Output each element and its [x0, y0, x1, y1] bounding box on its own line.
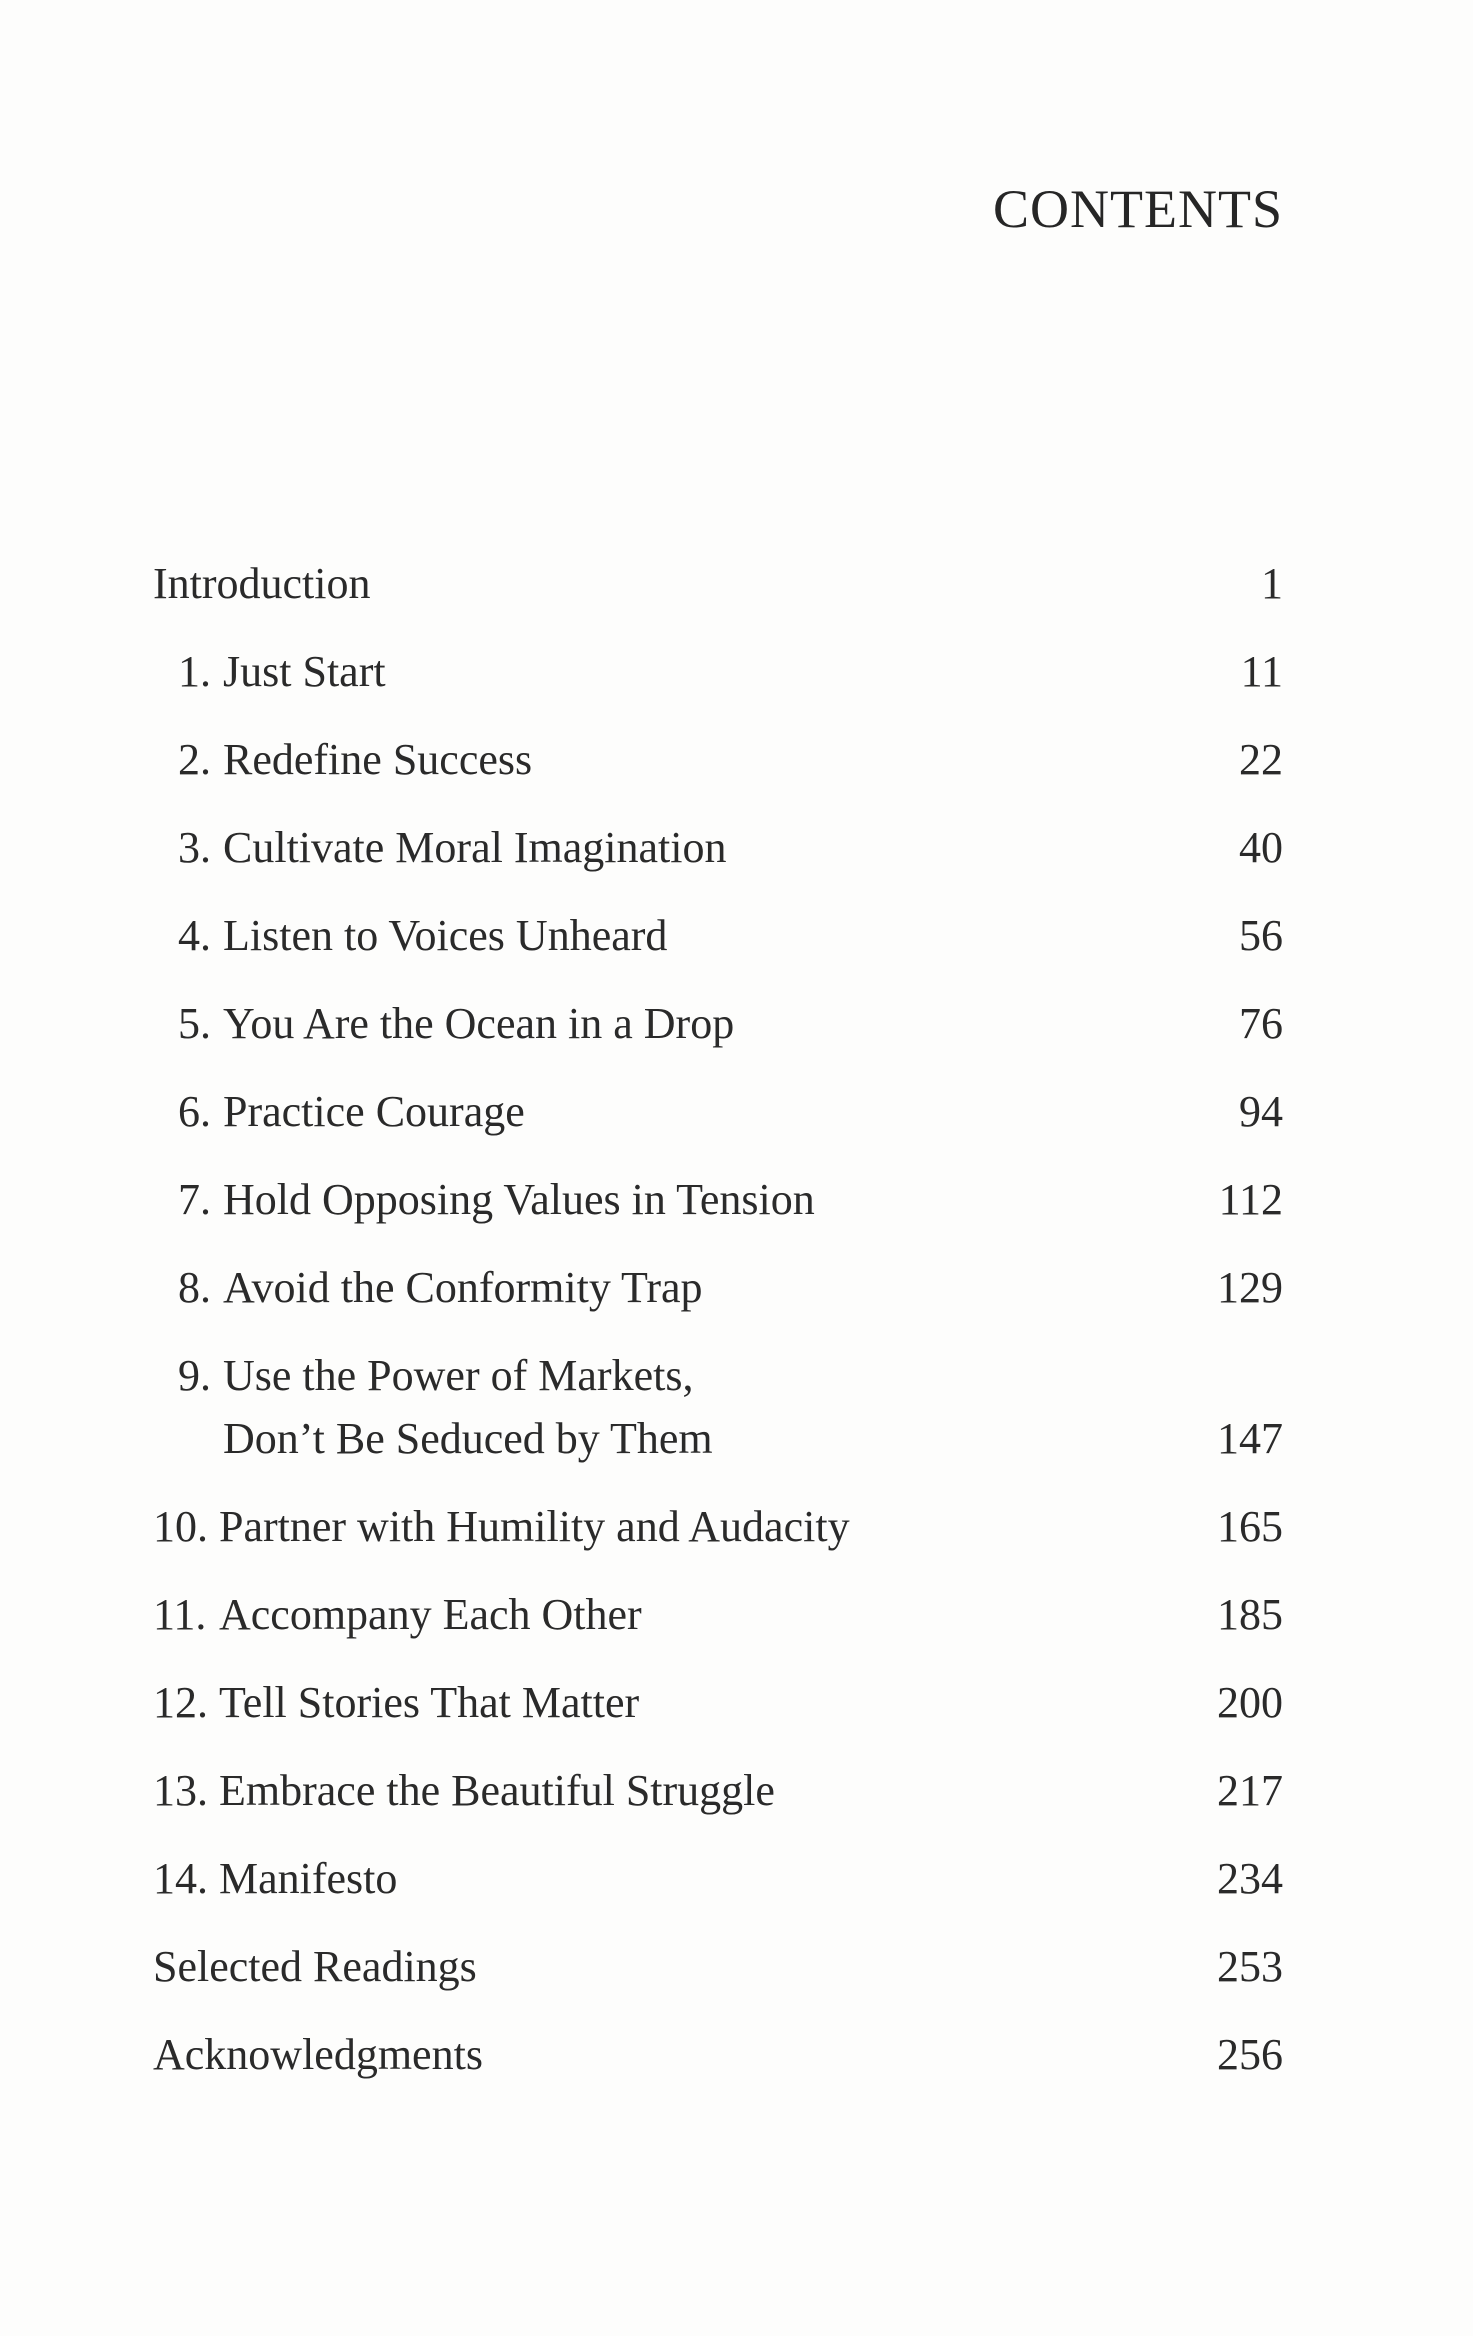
toc-entry-number: 6. [178, 1087, 211, 1136]
toc-entry-title [223, 816, 1283, 879]
toc-entry-title-line: Introduction [153, 559, 371, 608]
toc-entry-title-line: Acknowledgments [153, 2030, 483, 2079]
toc-entry [153, 904, 1283, 967]
toc-entry-page-number: 94 [1239, 1087, 1283, 1136]
toc-entry [153, 640, 1283, 703]
toc-entry-number: 1. [178, 647, 211, 696]
toc-entry-title-line: Just Start [223, 647, 386, 696]
toc-entry [153, 1671, 1283, 1734]
toc-entry [153, 1344, 1283, 1470]
toc-entry-page-number: 1 [1261, 559, 1283, 608]
toc-entry-page-number: 40 [1239, 823, 1283, 872]
toc-entry-number: 5. [178, 999, 211, 1048]
toc-entry-page-number: 200 [1217, 1678, 1283, 1727]
toc-entry-title-line: Use the Power of Markets, [223, 1351, 694, 1400]
toc-entry-number: 3. [178, 823, 211, 872]
toc-entry-page-number: 147 [1217, 1414, 1283, 1463]
toc-entry [153, 1759, 1283, 1822]
toc-entry-title-line: Practice Courage [223, 1087, 525, 1136]
toc-entry-page-number: 217 [1217, 1766, 1283, 1815]
toc-entry-title [223, 1080, 1283, 1143]
toc-entry-page-number: 112 [1218, 1175, 1283, 1224]
toc-entry-title [153, 2023, 1283, 2086]
toc-entry-title [223, 1344, 1283, 1470]
toc-entry [153, 1583, 1283, 1646]
toc-entry-title [223, 904, 1283, 967]
toc-entry [153, 1080, 1283, 1143]
toc-entry-page-number: 11 [1240, 647, 1283, 696]
toc-entry-title-line: Avoid the Conformity Trap [223, 1263, 703, 1312]
toc-entry [153, 1495, 1283, 1558]
toc-entry-number: 7. [178, 1175, 211, 1224]
toc-entry-number: 4. [178, 911, 211, 960]
toc-entry-title-line: Accompany Each Other [219, 1590, 642, 1639]
toc-entry-title-line: Redefine Success [223, 735, 533, 784]
toc-entry [153, 1168, 1283, 1231]
toc-entry [153, 1256, 1283, 1319]
toc-entry-title [223, 1256, 1283, 1319]
toc-entry-title-line: Hold Opposing Values in Tension [223, 1175, 815, 1224]
toc-entry-number: 14. [153, 1854, 208, 1903]
toc-entry [153, 816, 1283, 879]
toc-entry [153, 2023, 1283, 2086]
toc-entry-page-number: 56 [1239, 911, 1283, 960]
toc-entry-number: 10. [153, 1502, 208, 1551]
toc-entry-title [223, 1168, 1283, 1231]
page-title: CONTENTS [993, 179, 1283, 239]
toc-entry-title-line: Cultivate Moral Imagination [223, 823, 727, 872]
toc-entry-number: 13. [153, 1766, 208, 1815]
toc-entry [153, 552, 1283, 615]
toc-entry-title [223, 640, 1283, 703]
toc-entry-page-number: 185 [1217, 1590, 1283, 1639]
toc-entry-number: 9. [178, 1351, 211, 1400]
table-of-contents [153, 552, 1283, 2111]
toc-entry [153, 1847, 1283, 1910]
toc-entry-number: 12. [153, 1678, 208, 1727]
toc-entry [153, 992, 1283, 1055]
toc-entry-title-line: Listen to Voices Unheard [223, 911, 668, 960]
toc-entry-page-number: 76 [1239, 999, 1283, 1048]
toc-entry-title [223, 992, 1283, 1055]
toc-entry-title [219, 1759, 1283, 1822]
toc-entry-title-line: Embrace the Beautiful Struggle [219, 1766, 775, 1815]
toc-entry-title-line: Don’t Be Seduced by Them [223, 1414, 713, 1463]
toc-entry-page-number: 256 [1217, 2030, 1283, 2079]
toc-entry-page-number: 165 [1217, 1502, 1283, 1551]
toc-entry-title [219, 1671, 1283, 1734]
toc-entry-number: 2. [178, 735, 211, 784]
toc-entry-page-number: 253 [1217, 1942, 1283, 1991]
toc-entry-page-number: 129 [1217, 1263, 1283, 1312]
toc-entry-title-line: Tell Stories That Matter [219, 1678, 640, 1727]
toc-entry-number: 11. [153, 1590, 207, 1639]
toc-entry [153, 728, 1283, 791]
toc-entry-title [219, 1495, 1283, 1558]
toc-entry-title-line: You Are the Ocean in a Drop [223, 999, 735, 1048]
toc-entry-title-line: Selected Readings [153, 1942, 477, 1991]
toc-entry-title [219, 1583, 1283, 1646]
toc-entry-page-number: 22 [1239, 735, 1283, 784]
toc-entry-title-line: Manifesto [219, 1854, 398, 1903]
toc-entry [153, 1935, 1283, 1998]
toc-entry-title [223, 728, 1283, 791]
toc-entry-title [219, 1847, 1283, 1910]
toc-entry-number: 8. [178, 1263, 211, 1312]
toc-entry-title [153, 552, 1283, 615]
toc-entry-title-line: Partner with Humility and Audacity [219, 1502, 850, 1551]
toc-entry-page-number: 234 [1217, 1854, 1283, 1903]
toc-entry-title [153, 1935, 1283, 1998]
